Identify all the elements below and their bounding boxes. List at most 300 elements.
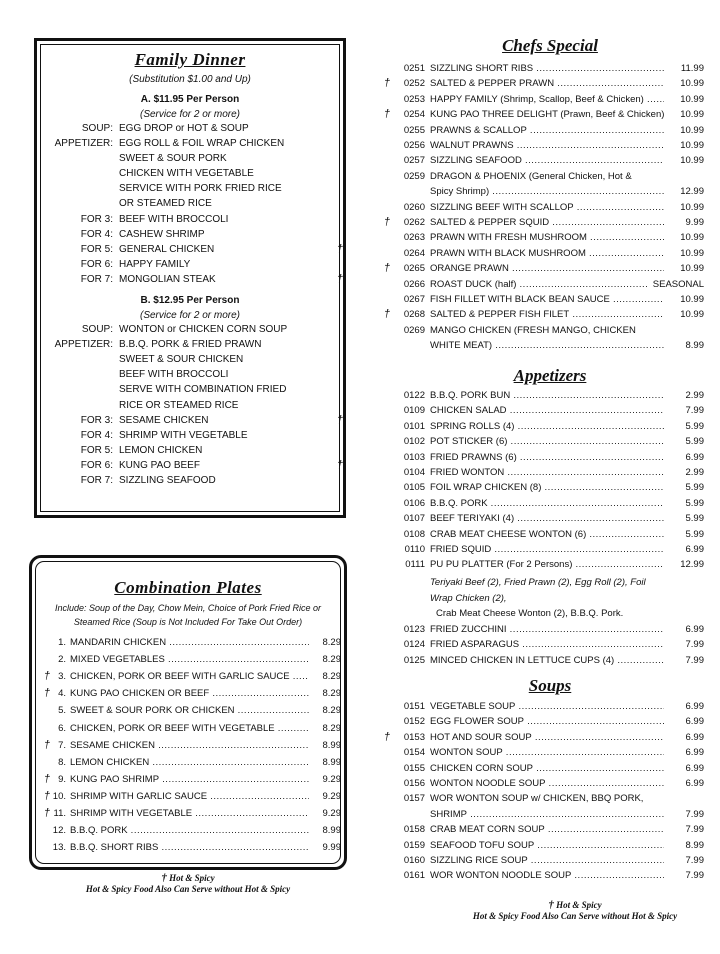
appetizer-name: B.B.Q. PORK ..... [430,496,664,511]
spicy-marker [36,822,50,839]
chili-pepper-icon: † [43,772,50,785]
combo-price: 9.29 [322,790,341,802]
course-label: FOR 5: [80,444,113,456]
family-a-row [37,121,343,136]
combo-include-line-2: Steamed Rice (Soup is Not Included For Take Out Order) [73,617,303,627]
appetizer-name: POT STICKER (6) ..... [430,434,664,449]
appetizer-price: 5.99 [685,513,704,525]
family-b-row [37,473,343,488]
spicy-marker [374,403,390,418]
chef-special-number: 0252 [403,78,425,90]
family-a-price: A. $11.95 Per Person [140,94,240,105]
spicy-marker [374,277,390,292]
spicy-marker [374,542,390,557]
chef-special-item [374,61,704,76]
combo-number: 13. [52,842,66,854]
spicy-marker [36,771,50,788]
soup-name: WOR WONTON SOUP w/ CHICKEN, BBQ PORK, [430,793,644,805]
chef-special-number [390,338,430,353]
soup-name: WOR WONTON NOODLE SOUP ..... [430,868,664,883]
combo-item [36,737,341,754]
course-label: FOR 5: [80,243,113,255]
spicy-marker [374,388,390,403]
chef-special-name: ORANGE PRAWN ..... [430,261,664,276]
appetizer-number: 0108 [403,528,425,540]
combo-item [36,822,341,839]
appetizer-number: 0107 [403,513,425,525]
course-label [37,367,119,382]
spicy-marker [374,434,390,449]
platter-description: Wrap Chicken (2), [430,593,507,604]
combo-item [36,771,341,788]
chef-special-name: Spicy Shrimp) ..... [430,184,664,199]
spicy-marker [374,838,390,853]
appetizer-item [374,511,704,526]
chili-pepper-icon: † [383,730,390,743]
substitution-note: (Substitution $1.00 and Up) [129,74,251,85]
combination-plates-title: Combination Plates [114,578,262,597]
family-b-row [37,337,343,352]
spicy-marker [374,776,390,791]
chef-special-name: PRAWNS & SCALLOP ..... [430,123,664,138]
chili-pepper-icon: † [383,77,390,90]
spicy-marker [374,557,390,572]
spicy-marker [374,246,390,261]
course-label: FOR 7: [80,474,113,486]
soup-name: CRAB MEAT CORN SOUP ..... [430,822,664,837]
course-dish: SIZZLING SEAFOOD [119,474,216,486]
course-dish: MONGOLIAN STEAK [119,273,216,285]
chef-special-price: 10.99 [680,201,704,213]
soup-number: 0155 [403,762,425,774]
spicy-marker [374,261,390,276]
soup-number [390,807,430,822]
chef-special-number: 0259 [403,170,425,182]
appetizer-price: 5.99 [685,528,704,540]
chef-special-number: 0265 [403,263,425,275]
appetizers-title: Appetizers [513,366,587,385]
chef-special-item [374,323,704,338]
chef-special-number: 0263 [403,232,425,244]
chef-special-item [374,246,704,261]
course-label [37,151,119,166]
spicy-marker [374,761,390,776]
course-label: APPETIZER: [54,339,113,351]
course-label [37,352,119,367]
chef-special-price: 8.99 [685,340,704,352]
spicy-marker [374,76,390,91]
chili-pepper-icon: † [336,458,343,471]
combo-number: 7. [58,739,66,751]
appetizer-price: 5.99 [685,482,704,494]
appetizer-price: 6.99 [685,544,704,555]
combo-price: 8.99 [322,756,341,768]
chef-special-price: 10.99 [680,93,704,105]
appetizer-name: CHICKEN SALAD ..... [430,403,664,418]
family-b-row [37,367,343,382]
family-a-row [37,196,343,211]
chef-special-name: PRAWN WITH FRESH MUSHROOM ..... [430,230,664,245]
combo-name: CHICKEN, PORK OR BEEF WITH VEGETABLE ..... [70,720,309,737]
soup-item [374,807,704,822]
chef-special-number: 0254 [403,109,425,121]
course-dish: SESAME CHICKEN [119,414,209,426]
platter-description: Crab Meat Cheese Wonton (2), B.B.Q. Pork. [436,608,624,619]
chef-special-item [374,76,704,91]
soup-item [374,730,704,745]
soup-item [374,699,704,714]
combo-number: 9. [58,773,66,785]
chef-special-price: 12.99 [680,186,704,198]
spicy-marker [374,730,390,745]
chef-special-name: DRAGON & PHOENIX (General Chicken, Hot & [430,170,632,182]
appetizer-name: PU PU PLATTER (For 2 Persons) ..... [430,557,664,572]
combo-price: 8.99 [322,825,341,837]
course-dish: BEEF WITH BROCCOLI [119,213,229,225]
platter-description: Teriyaki Beef (2), Fried Prawn (2), Egg Roll (2), Foil [430,577,646,588]
appetizer-name: SPRING ROLLS (4) ..... [430,419,664,434]
combo-item [36,788,341,805]
combo-number: 3. [58,671,66,683]
chef-special-price: 10.99 [680,78,704,90]
soup-item [374,853,704,868]
combo-price: 8.29 [322,637,341,648]
course-dish: OR STEAMED RICE [119,198,212,210]
combo-item [36,805,341,822]
spicy-marker [36,668,50,685]
soup-price: 6.99 [685,716,704,728]
chili-pepper-icon: † [548,899,554,911]
spicy-marker [374,107,390,122]
combo-number: 5. [58,705,66,717]
chef-special-price: 10.99 [680,124,704,136]
family-b-row [37,428,343,443]
family-a-row [37,181,343,196]
appetizer-name: MINCED CHICKEN IN LETTUCE CUPS (4) ..... [430,653,664,668]
chili-pepper-icon: † [336,272,343,285]
chef-special-price: 10.99 [680,232,704,244]
spicy-marker [374,292,390,307]
combo-item [36,754,341,771]
soup-item [374,745,704,760]
combo-number: 4. [58,688,66,700]
soup-number: 0152 [403,716,425,728]
chef-special-item [374,138,704,153]
course-dish: SERVICE WITH PORK FRIED RICE [119,183,282,195]
course-label: FOR 6: [80,258,113,270]
combo-price: 8.29 [322,671,341,683]
spicy-marker [374,745,390,760]
course-dish: HAPPY FAMILY [119,258,191,270]
combo-price: 9.99 [322,842,341,854]
chef-special-number: 0267 [403,294,425,305]
course-label: FOR 6: [80,459,113,471]
course-label: SOUP: [81,324,113,336]
chili-pepper-icon: † [383,216,390,228]
chef-special-item [374,153,704,168]
chef-special-name: PRAWN WITH BLACK MUSHROOM ..... [430,246,664,261]
soups-title: Soups [528,676,572,695]
course-label [37,196,119,211]
spicy-marker [36,720,50,737]
soup-item [374,822,704,837]
chef-special-item [374,169,704,184]
family-b-row [37,413,343,428]
chef-special-item [374,215,704,230]
family-b-row [37,458,343,473]
chef-special-number: 0268 [403,309,425,321]
combo-price: 8.29 [322,654,341,666]
appetizer-price: 7.99 [685,405,704,417]
chef-special-name: SALTED & PEPPER SQUID ..... [430,215,664,230]
course-dish: WONTON or CHICKEN CORN SOUP [119,324,288,336]
family-a-service: (Service for 2 or more) [139,109,241,120]
soup-number: 0159 [403,839,425,851]
appetizer-name: CRAB MEAT CHEESE WONTON (6) ..... [430,527,664,542]
appetizer-name: FRIED WONTON ..... [430,465,664,480]
spicy-marker [374,307,390,322]
course-dish: SERVE WITH COMBINATION FRIED [119,384,287,396]
appetizer-name: FOIL WRAP CHICKEN (8) ..... [430,480,664,495]
family-dinner-box [34,38,346,518]
chef-special-number: 0257 [403,155,425,167]
course-dish: BEEF WITH BROCCOLI [119,369,229,381]
appetizer-item [374,434,704,449]
spicy-marker [374,450,390,465]
family-b-list [37,322,343,488]
chef-special-item [374,123,704,138]
spicy-marker [374,822,390,837]
chili-pepper-icon: † [383,262,390,275]
spicy-marker [374,653,390,668]
combo-item [36,839,341,856]
appetizer-name: FRIED SQUID ..... [430,542,664,557]
appetizer-item [374,419,704,434]
combo-name: LEMON CHICKEN ..... [70,754,309,771]
chili-pepper-icon: † [383,308,390,321]
appetizer-name: FRIED PRAWNS (6) ..... [430,450,664,465]
chef-special-price: 10.99 [680,155,704,167]
chili-pepper-icon: † [383,108,390,121]
appetizer-item [374,450,704,465]
combo-name: CHICKEN, PORK OR BEEF WITH GARLIC SAUCE ..... [70,668,309,685]
appetizer-price: 6.99 [685,624,704,635]
spicy-marker [374,622,390,637]
soup-name: SHRIMP ..... [430,807,664,822]
family-a-row [37,227,343,242]
spicy-marker [36,839,50,856]
spicy-marker [374,169,390,184]
chef-special-name: HAPPY FAMILY (Shrimp, Scallop, Beef & Chicken) ..... [430,92,664,107]
appetizer-price: 2.99 [685,390,704,401]
combo-number: 2. [58,654,66,666]
soup-number: 0153 [403,731,425,743]
soup-price: 7.99 [685,824,704,836]
appetizer-name: FRIED ZUCCHINI ..... [430,622,664,637]
spicy-marker [374,480,390,495]
course-dish: GENERAL CHICKEN [119,243,215,255]
chef-special-name: SIZZLING BEEF WITH SCALLOP ..... [430,200,664,215]
combo-name: B.B.Q. SHORT RIBS ..... [70,839,309,856]
chef-special-price: 9.99 [685,217,704,228]
soup-name: CHICKEN CORN SOUP ..... [430,761,664,776]
family-b-row [37,322,343,337]
chef-special-number: 0251 [403,63,425,74]
appetizer-price: 5.99 [685,436,704,448]
spicy-marker [374,123,390,138]
course-label: FOR 7: [80,273,113,285]
soup-name: SIZZLING RICE SOUP ..... [430,853,664,868]
chef-special-name: SALTED & PEPPER FISH FILET ..... [430,307,664,322]
chef-special-price: 10.99 [680,247,704,259]
family-a-row [37,272,343,287]
combo-item [36,634,341,651]
soup-item [374,791,704,806]
appetizer-number: 0111 [405,559,425,571]
soup-number: 0151 [403,701,425,712]
spicy-marker [374,637,390,652]
combo-number: 10. [52,790,66,802]
course-dish: EGG ROLL & FOIL WRAP CHICKEN [119,138,285,150]
soup-number: 0161 [403,870,425,882]
appetizer-item [374,496,704,511]
course-dish: SHRIMP WITH VEGETABLE [119,429,248,441]
combo-name: MANDARIN CHICKEN ..... [70,634,309,651]
appetizer-item [374,653,704,668]
combo-item [36,702,341,719]
combo-price: 9.29 [322,808,341,819]
soup-price: 6.99 [685,762,704,774]
spicy-marker [374,527,390,542]
course-dish: SWEET & SOUR PORK [119,153,227,165]
family-a-row [37,166,343,181]
spicy-marker [36,685,50,702]
course-dish: KUNG PAO BEEF [119,459,200,471]
family-dinner-title: Family Dinner [134,50,246,69]
spicy-marker [36,702,50,719]
combo-item [36,668,341,685]
combo-price: 8.29 [322,722,341,734]
chefs-special-title: Chefs Special [502,36,598,55]
chef-special-price: SEASONAL [652,278,704,290]
family-b-row [37,398,343,413]
chef-special-price: 10.99 [680,109,704,121]
soup-name: SEAFOOD TOFU SOUP ..... [430,838,664,853]
appetizer-number: 0110 [404,544,425,555]
spicy-marker [374,138,390,153]
chef-special-item [374,184,704,199]
course-dish: LEMON CHICKEN [119,444,203,456]
spicy-marker [374,200,390,215]
appetizer-number: 0123 [403,624,425,635]
soup-item [374,714,704,729]
chef-special-item [374,307,704,322]
soup-price: 6.99 [685,747,704,759]
chili-pepper-icon: † [336,413,343,426]
soup-item [374,776,704,791]
course-dish: B.B.Q. PORK & FRIED PRAWN [119,339,262,351]
soup-price: 8.99 [685,839,704,851]
soup-number: 0160 [403,855,425,866]
family-b-row [37,443,343,458]
chef-special-price: 10.99 [680,309,704,321]
spicy-marker [374,699,390,714]
family-a-row [37,257,343,272]
appetizer-item [374,480,704,495]
appetizer-number: 0125 [403,654,425,666]
chef-special-number: 0260 [403,201,425,213]
family-a-row [37,212,343,227]
combo-name: KUNG PAO SHRIMP ..... [70,771,309,788]
spicy-marker [374,184,390,199]
combo-include-line-1: Include: Soup of the Day, Chow Mein, Choice of Pork Fried Rice or [55,603,321,613]
spicy-marker [374,868,390,883]
soup-price: 6.99 [685,778,704,789]
appetizer-name: FRIED ASPARAGUS ..... [430,637,664,652]
spicy-marker [374,714,390,729]
soup-price: 6.99 [685,731,704,743]
course-dish: EGG DROP or HOT & SOUP [119,123,249,134]
chili-pepper-icon: † [161,872,167,884]
combo-item [36,720,341,737]
chef-special-name: SIZZLING SHORT RIBS ..... [430,61,664,76]
appetizer-price: 5.99 [685,497,704,509]
course-label [37,181,119,196]
combo-item [36,651,341,668]
combo-name: SWEET & SOUR PORK OR CHICKEN ..... [70,702,309,719]
chef-special-number: 0264 [403,247,425,259]
family-b-row [37,382,343,397]
appetizer-item [374,388,704,403]
combo-name: SESAME CHICKEN ..... [70,737,309,754]
combo-price: 9.29 [322,773,341,785]
soup-price: 7.99 [685,870,704,882]
chef-special-number [390,184,430,199]
chili-pepper-icon: † [43,670,50,683]
chef-special-price [664,169,704,184]
course-label: FOR 3: [80,213,113,225]
spicy-marker [374,215,390,230]
family-a-list [37,121,343,287]
soup-price: 7.99 [685,855,704,866]
spicy-marker [374,323,390,338]
chef-special-number: 0266 [403,278,425,290]
spicy-marker [374,230,390,245]
appetizer-number: 0124 [403,639,425,651]
chef-special-number: 0255 [403,124,425,136]
chef-special-item [374,261,704,276]
combo-price: 8.99 [322,739,341,751]
combo-number: 12. [52,825,66,837]
appetizer-price: 12.99 [680,559,704,571]
chef-special-name: MANGO CHICKEN (FRESH MANGO, CHICKEN [430,324,636,336]
chili-pepper-icon: † [43,738,50,751]
appetizer-item [374,637,704,652]
chef-special-name: WHITE MEAT) ..... [430,338,664,353]
chef-special-price: 11.99 [680,63,704,74]
combo-price: 8.29 [322,705,341,717]
combo-item [36,685,341,702]
appetizer-item [374,527,704,542]
soup-price: 6.99 [685,701,704,712]
chili-pepper-icon: † [336,242,343,255]
chili-pepper-icon: † [43,687,50,700]
soup-item [374,868,704,883]
spicy-marker [36,754,50,771]
course-label [37,166,119,181]
appetizer-number: 0122 [403,390,425,401]
chef-special-number: 0253 [403,93,425,105]
